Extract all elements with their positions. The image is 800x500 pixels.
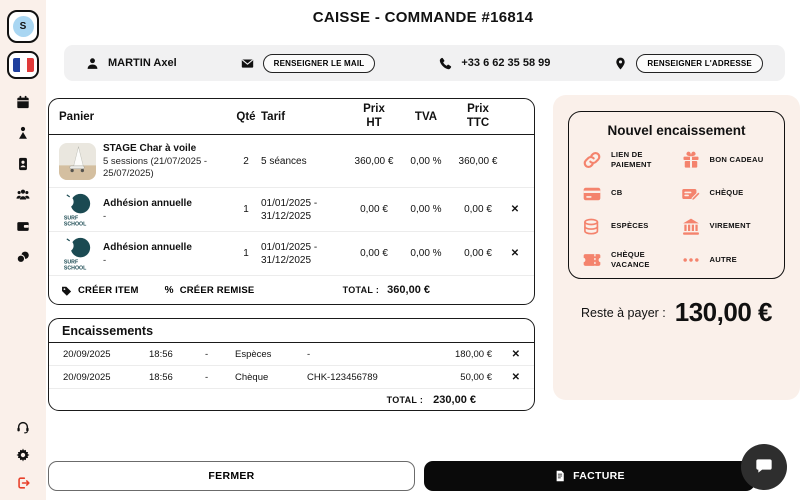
coins-icon[interactable] [16, 250, 30, 264]
new-payment-title: Nouvel encaissement [607, 123, 746, 138]
payment-amount: 180,00 € [455, 348, 492, 360]
fermer-button[interactable]: FERMER [48, 461, 415, 491]
remove-payment-button[interactable]: ✕ [511, 348, 520, 360]
item-price-ttc: 360,00 € [458, 155, 498, 167]
sidebar-bottom [16, 420, 30, 500]
method-autre[interactable]: AUTRE [681, 250, 772, 271]
payments-total-label: TOTAL : [386, 394, 424, 405]
sidebar-nav [16, 95, 30, 264]
voucher-ticket-icon [582, 250, 602, 270]
payment-sep: - [205, 371, 209, 383]
payment-date: 20/09/2025 [63, 348, 111, 360]
payment-method: Chèque [235, 371, 269, 383]
payments-title: Encaissements [49, 319, 534, 343]
facture-button[interactable]: FACTURE [424, 461, 755, 491]
item-qty: 2 [243, 155, 249, 167]
item-tva: 0,00 % [410, 155, 442, 167]
cart-item-row [49, 232, 534, 276]
chat-bubble-icon [754, 456, 774, 479]
calendar-icon[interactable] [16, 95, 30, 109]
surf-logo-line2: SCHOOL [63, 221, 87, 228]
tag-icon [61, 285, 72, 296]
mail-icon [241, 57, 254, 70]
item-price-ht: 360,00 € [354, 155, 394, 167]
new-payment-panel [553, 95, 800, 400]
payments-card [48, 318, 535, 411]
product-logo-surf-school [59, 235, 96, 272]
cart-header-row [49, 99, 534, 135]
method-virement[interactable]: VIREMENT [681, 217, 772, 237]
wallet-icon[interactable] [16, 219, 30, 233]
cart-total-label: TOTAL : [342, 285, 380, 295]
surf-logo-line1: SURF [63, 215, 79, 222]
item-price-ht: 0,00 € [360, 204, 388, 215]
col-prix-ht: Prix HT [363, 102, 385, 129]
new-payment-box [568, 111, 785, 279]
sidebar [0, 0, 46, 500]
gift-icon [681, 150, 701, 170]
item-details: 5 sessions (21/07/2025 - 25/07/2025) [103, 156, 208, 179]
payment-sep: - [205, 348, 209, 360]
item-details: - [103, 210, 107, 222]
item-name: Adhésion annuelle [103, 197, 192, 209]
customer-address-group [614, 54, 763, 73]
remove-item-button[interactable]: ✕ [507, 204, 523, 215]
payment-amount: 50,00 € [460, 371, 492, 383]
cart-item-row [49, 135, 534, 188]
payment-row [49, 343, 534, 366]
item-details: - [103, 254, 107, 266]
payments-total-value: 230,00 € [433, 393, 476, 406]
payments-total [49, 389, 534, 410]
cheque-icon [681, 184, 701, 204]
col-qty: Qté [236, 110, 256, 123]
item-name: STAGE Char à voile [103, 143, 197, 155]
cart-item-row [49, 188, 534, 232]
location-pin-icon [614, 57, 627, 70]
payment-reference: CHK-123456789 [307, 371, 378, 383]
col-prix-ttc: Prix TTC [466, 102, 490, 129]
item-tva: 0,00 % [410, 204, 442, 215]
surf-logo-line1: SURF [63, 259, 79, 266]
ellipsis-icon [681, 250, 701, 270]
customer-email-group [241, 54, 376, 73]
product-photo-char-a-voile [59, 143, 96, 180]
create-discount-button[interactable]: % CRÉER REMISE [164, 284, 255, 296]
cart-total-value: 360,00 € [387, 284, 430, 296]
support-headset-icon[interactable] [16, 420, 30, 434]
item-qty: 1 [243, 204, 249, 215]
customer-bar [64, 45, 785, 81]
method-cheque-vacance[interactable]: CHÈQUE VACANCE [582, 250, 673, 271]
coach-icon[interactable] [16, 126, 30, 140]
surf-logo-line2: SCHOOL [63, 265, 87, 272]
renseigner-adresse-button[interactable]: RENSEIGNER L'ADRESSE [636, 54, 763, 73]
method-bon-cadeau[interactable]: BON CADEAU [681, 150, 772, 171]
booking-device-icon[interactable] [16, 157, 30, 171]
payment-methods-grid [582, 150, 771, 270]
item-tva: 0,00 % [410, 248, 442, 259]
person-icon [86, 57, 99, 70]
logo-letter: S [13, 16, 34, 37]
item-tarif: 5 séances [261, 155, 307, 167]
remaining-amount [553, 297, 800, 328]
item-qty: 1 [243, 248, 249, 259]
payment-time: 18:56 [149, 348, 173, 360]
chat-widget-button[interactable] [741, 444, 787, 490]
cart-card [48, 98, 535, 305]
remaining-label: Reste à payer : [581, 305, 666, 320]
customer-phone: +33 6 62 35 58 99 [461, 57, 551, 69]
payment-time: 18:56 [149, 371, 173, 383]
cash-coins-icon [582, 217, 602, 237]
remove-payment-button[interactable]: ✕ [511, 371, 520, 383]
method-cb[interactable]: CB [582, 184, 673, 204]
cart-footer [49, 276, 534, 304]
cart-title: Panier [59, 110, 95, 123]
page-title: CAISSE - COMMANDE #16814 [312, 9, 534, 26]
payment-reference: - [307, 348, 311, 360]
create-item-button[interactable]: CRÉER ITEM [61, 285, 139, 296]
item-price-ttc: 0,00 € [464, 248, 492, 259]
french-flag-icon [13, 58, 34, 72]
product-logo-surf-school [59, 191, 96, 228]
credit-card-icon [582, 184, 602, 204]
remaining-value: 130,00 € [674, 297, 772, 327]
method-especes[interactable]: ESPÈCES [582, 217, 673, 237]
payment-method: Espèces [235, 348, 272, 360]
item-tarif: 01/01/2025 - 31/12/2025 [261, 241, 318, 266]
invoice-document-icon [554, 470, 566, 482]
customer-phone-group [439, 57, 550, 70]
payment-link-icon [582, 150, 602, 170]
phone-icon [439, 57, 452, 70]
app-logo[interactable] [7, 10, 39, 43]
customer-name: MARTIN Axel [108, 57, 177, 69]
settings-gear-icon[interactable] [16, 448, 30, 462]
method-lien-de-paiement[interactable]: LIEN DE PAIEMENT [582, 150, 673, 171]
col-tarif: Tarif [261, 110, 286, 123]
clients-group-icon[interactable] [16, 188, 30, 202]
method-cheque[interactable]: CHÈQUE [681, 184, 772, 204]
payment-date: 20/09/2025 [63, 371, 111, 383]
percent-icon: % [164, 284, 174, 296]
item-name: Adhésion annuelle [103, 241, 192, 253]
item-price-ht: 0,00 € [360, 248, 388, 259]
bank-transfer-icon [681, 217, 701, 237]
cart-total [343, 284, 430, 296]
customer-name-group [86, 57, 177, 70]
remove-item-button[interactable]: ✕ [507, 248, 523, 259]
col-tva: TVA [414, 110, 438, 123]
item-tarif: 01/01/2025 - 31/12/2025 [261, 197, 318, 222]
language-selector[interactable] [7, 51, 39, 79]
payment-row [49, 366, 534, 389]
logout-icon[interactable] [16, 476, 30, 490]
item-price-ttc: 0,00 € [464, 204, 492, 215]
renseigner-mail-button[interactable]: RENSEIGNER LE MAIL [263, 54, 376, 73]
